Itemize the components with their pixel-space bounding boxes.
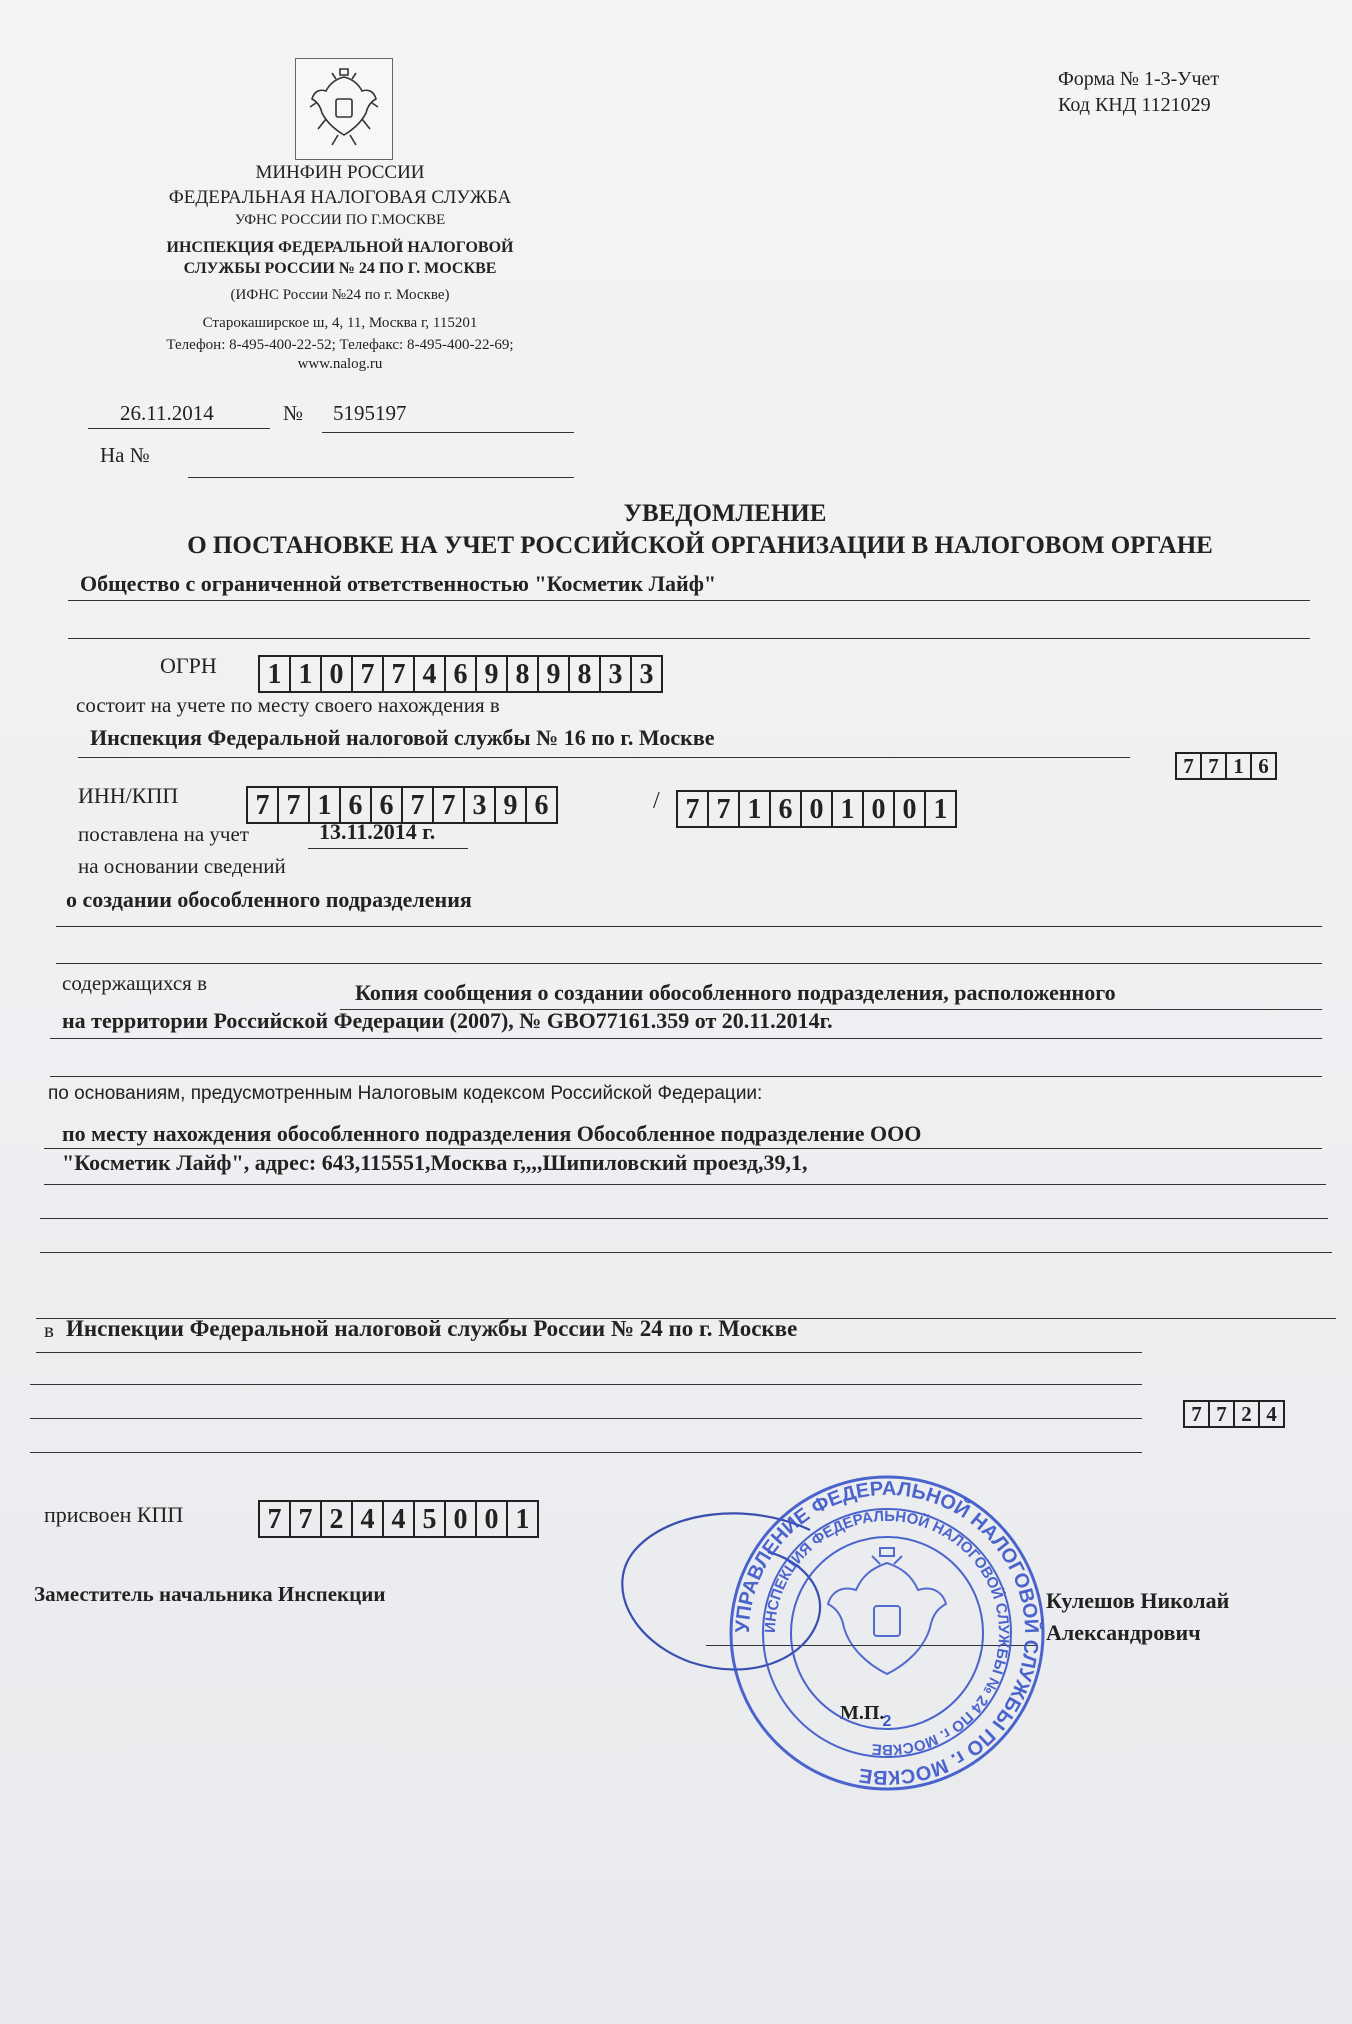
ogrn-boxes	[258, 655, 663, 693]
ogrn-digit: 1	[260, 657, 291, 691]
inn-digit: 7	[279, 788, 310, 822]
issuer-website: www.nalog.ru	[297, 356, 383, 372]
signatory-position: Заместитель начальника Инспекции	[34, 1582, 386, 1606]
rule	[56, 963, 1322, 964]
knd-code: Код КНД 1121029	[1058, 94, 1211, 116]
kpp-digit: 0	[895, 792, 926, 826]
issuer-inspection-line2: СЛУЖБЫ РОССИИ № 24 ПО Г. МОСКВЕ	[183, 260, 497, 277]
kpp-digit: 1	[740, 792, 771, 826]
home-authority-code-digit: 1	[1227, 754, 1252, 778]
seal-mark: М.П.	[840, 1702, 885, 1724]
svg-text:УПРАВЛЕНИЕ ФЕДЕРАЛЬНОЙ НАЛОГОВ: УПРАВЛЕНИЕ ФЕДЕРАЛЬНОЙ НАЛОГОВОЙ СЛУЖБЫ ПО г. МОСКВЕ	[731, 1477, 1043, 1789]
ogrn-digit: 9	[539, 657, 570, 691]
inn-digit: 6	[372, 788, 403, 822]
rule	[50, 1076, 1322, 1077]
target-authority-name: Инспекции Федеральной налоговой службы России № 24 по г. Москве	[66, 1316, 798, 1341]
inn-digit: 7	[434, 788, 465, 822]
assigned-kpp-digit: 2	[322, 1502, 353, 1536]
rule	[36, 1352, 1142, 1353]
issuer-service: ФЕДЕРАЛЬНАЯ НАЛОГОВАЯ СЛУЖБА	[168, 187, 512, 208]
registered-on-label: поставлена на учет	[78, 822, 249, 846]
ogrn-digit: 1	[291, 657, 322, 691]
rule	[44, 1184, 1326, 1185]
rule	[40, 1218, 1328, 1219]
grounds-label: по основаниям, предусмотренным Налоговым кодексом Российской Федерации:	[48, 1083, 763, 1104]
assigned-kpp-digit: 1	[515, 1504, 530, 1535]
form-number: Форма № 1-3-Учет	[1058, 68, 1220, 90]
kpp-digit: 0	[802, 792, 833, 826]
date-underline	[308, 848, 468, 849]
home-authority-name: Инспекция Федеральной налоговой службы № 16 по г. Москве	[90, 725, 715, 750]
ogrn-digit: 9	[477, 657, 508, 691]
ogrn-digit: 4	[415, 657, 446, 691]
assigned-kpp-digit: 4	[353, 1502, 384, 1536]
inn-digit: 9	[496, 788, 527, 822]
number-underline	[322, 432, 574, 433]
svg-text:ИНСПЕКЦИЯ ФЕДЕРАЛЬНОЙ НАЛОГОВО: ИНСПЕКЦИЯ ФЕДЕРАЛЬНОЙ НАЛОГОВОЙ СЛУЖБЫ № 24 ПО г. МОСКВЕ	[761, 1507, 1013, 1759]
outgoing-date: 26.11.2014	[120, 401, 214, 425]
ogrn-digit: 3	[601, 657, 632, 691]
assigned-kpp-digit: 7	[260, 1502, 291, 1536]
svg-text:2: 2	[882, 1713, 892, 1730]
inn-digit: 1	[310, 788, 341, 822]
official-seal	[722, 1468, 1052, 1798]
contained-line1: Копия сообщения о создании обособленного подразделения, расположенного	[355, 980, 1116, 1005]
target-authority-code-digit: 7	[1210, 1402, 1235, 1426]
ogrn-digit: 7	[353, 657, 384, 691]
rule	[78, 757, 1130, 758]
rule	[30, 1418, 1142, 1419]
assigned-kpp-boxes	[258, 1500, 539, 1538]
assigned-kpp-label: присвоен КПП	[44, 1502, 184, 1527]
home-authority-code-digit: 7	[1177, 754, 1202, 778]
emblem-frame	[295, 58, 393, 160]
inn-digit: 7	[403, 788, 434, 822]
ogrn-digit: 6	[446, 657, 477, 691]
rule	[44, 1148, 1322, 1149]
target-authority-code	[1183, 1400, 1285, 1428]
home-authority-code-digit: 7	[1202, 754, 1227, 778]
organization-name: Общество с ограниченной ответственностью "Косметик Лайф"	[80, 571, 717, 596]
ogrn-digit: 0	[322, 657, 353, 691]
ogrn-label: ОГРН	[160, 653, 217, 678]
basis-value: о создании обособленного подразделения	[66, 887, 472, 912]
home-authority-code	[1175, 752, 1277, 780]
outgoing-number-label: №	[283, 401, 304, 425]
ogrn-digit: 3	[639, 659, 654, 690]
target-authority-code-digit: 2	[1235, 1402, 1260, 1426]
kpp-digit: 0	[864, 792, 895, 826]
reply-underline	[188, 477, 574, 478]
grounds-line2: "Косметик Лайф", адрес: 643,115551,Москва г,,,,Шипиловский проезд,39,1,	[62, 1150, 808, 1175]
signatory-name-line2: Александрович	[1046, 1620, 1201, 1645]
document-subtitle: О ПОСТАНОВКЕ НА УЧЕТ РОССИЙСКОЙ ОРГАНИЗАЦИИ В НАЛОГОВОМ ОРГАНЕ	[187, 532, 1213, 559]
ogrn-digit: 8	[508, 657, 539, 691]
registered-text: состоит на учете по месту своего нахождения в	[76, 693, 500, 717]
inn-digit: 6	[341, 788, 372, 822]
contained-line2: на территории Российской Федерации (2007), № GBO77161.359 от 20.11.2014г.	[62, 1008, 833, 1033]
assigned-kpp-digit: 7	[291, 1502, 322, 1536]
issuer-address: Старокаширское ш, 4, 11, Москва г, 115201	[202, 315, 478, 331]
ogrn-digit: 7	[384, 657, 415, 691]
kpp-boxes	[676, 790, 957, 828]
issuer-short-name: (ИФНС России №24 по г. Москве)	[230, 287, 450, 303]
basis-label: на основании сведений	[78, 854, 286, 878]
assigned-kpp-digit: 0	[477, 1502, 508, 1536]
inn-digit: 3	[465, 788, 496, 822]
home-authority-code-digit: 6	[1258, 754, 1269, 778]
inn-digit: 7	[248, 788, 279, 822]
inn-kpp-label: ИНН/КПП	[78, 783, 179, 808]
document-title: УВЕДОМЛЕНИЕ	[623, 500, 827, 527]
rule	[30, 1384, 1142, 1385]
assigned-kpp-digit: 4	[384, 1502, 415, 1536]
rule	[68, 638, 1310, 639]
rule	[30, 1452, 1142, 1453]
issuer-ufns: УФНС РОССИИ ПО Г.МОСКВЕ	[234, 212, 446, 228]
rule	[40, 1252, 1332, 1253]
coat-of-arms-icon	[296, 59, 392, 159]
contained-label: содержащихся в	[62, 971, 208, 995]
inn-digit: 6	[534, 790, 549, 821]
issuer-phones: Телефон: 8-495-400-22-52; Телефакс: 8-495-400-22-69;	[166, 337, 514, 353]
kpp-digit: 7	[709, 792, 740, 826]
date-underline	[88, 428, 270, 429]
outgoing-number: 5195197	[333, 401, 407, 425]
issuer-inspection-line1: ИНСПЕКЦИЯ ФЕДЕРАЛЬНОЙ НАЛОГОВОЙ	[166, 239, 514, 256]
registered-on-date: 13.11.2014 г.	[319, 819, 436, 844]
ogrn-digit: 8	[570, 657, 601, 691]
inn-kpp-separator: /	[653, 788, 660, 814]
kpp-digit: 1	[833, 792, 864, 826]
kpp-digit: 1	[933, 794, 948, 825]
kpp-digit: 7	[678, 792, 709, 826]
issuer-ministry: МИНФИН РОССИИ	[255, 162, 425, 183]
assigned-kpp-digit: 5	[415, 1502, 446, 1536]
grounds-line1: по месту нахождения обособленного подразделения Обособленное подразделение ООО	[62, 1121, 922, 1146]
target-authority-code-digit: 7	[1185, 1402, 1210, 1426]
assigned-kpp-digit: 0	[446, 1502, 477, 1536]
target-authority-prefix: в	[44, 1318, 54, 1342]
signatory-name-line1: Кулешов Николай	[1046, 1588, 1230, 1613]
target-authority-code-digit: 4	[1266, 1402, 1277, 1426]
rule	[56, 926, 1322, 927]
kpp-digit: 6	[771, 792, 802, 826]
rule	[68, 600, 1310, 601]
rule	[50, 1038, 1322, 1039]
reply-to-label: На №	[100, 443, 150, 467]
